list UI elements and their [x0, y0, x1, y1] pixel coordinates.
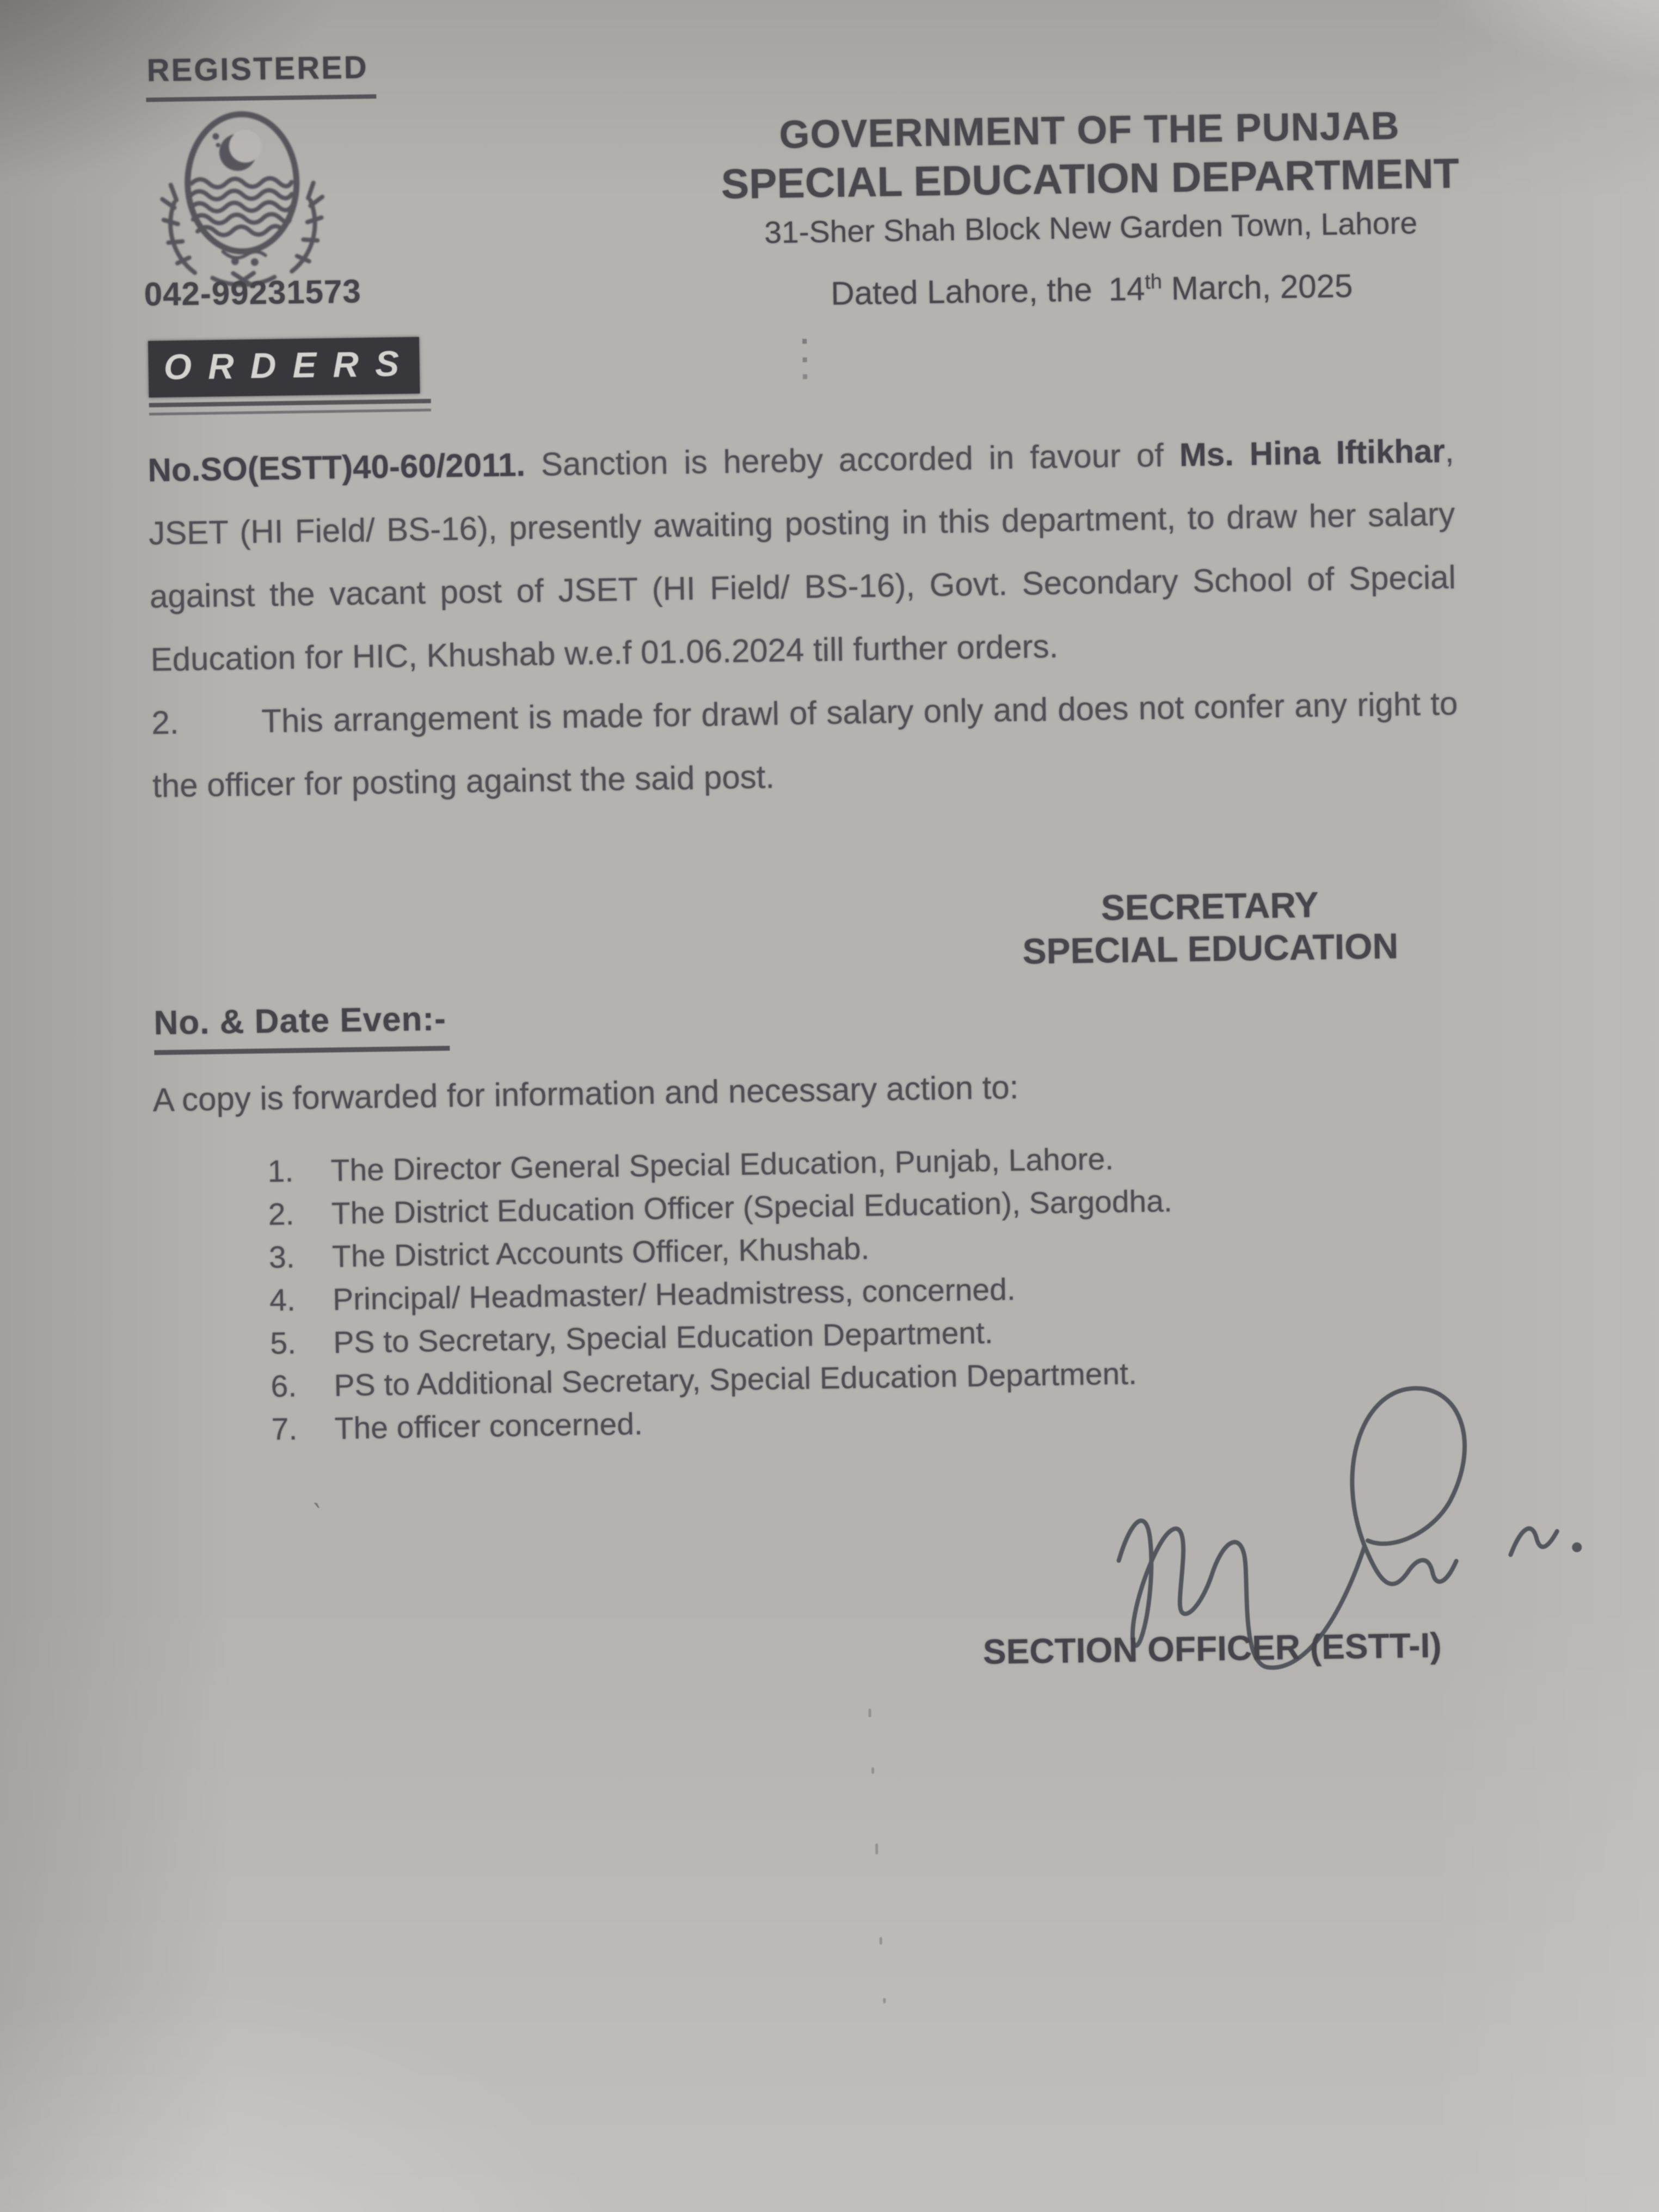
paper-crease-speck	[883, 1998, 886, 2004]
officer-name: Ms. Hina Iftikhar	[1179, 433, 1446, 474]
order-body	[148, 420, 1459, 818]
secretary-title: SECRETARY	[1101, 884, 1319, 928]
date-rest: March, 2025	[1162, 267, 1353, 307]
date-ordinal: th	[1144, 270, 1163, 294]
clause-2-number: 2.	[151, 704, 179, 741]
cc-item-number: 1.	[267, 1153, 294, 1189]
cc-item-number: 4.	[269, 1282, 296, 1318]
cc-item-number: 6.	[271, 1368, 297, 1404]
cc-item-number: 5.	[269, 1325, 297, 1361]
clause-2	[151, 672, 1459, 818]
date-day: 14	[1108, 271, 1145, 308]
cc-item-text: The District Education Officer (Special Education), Sargodha.	[331, 1183, 1173, 1231]
orders-banner	[148, 337, 420, 415]
cc-item-text: PS to Secretary, Special Education Department.	[333, 1315, 994, 1360]
clause-2-text: This arrangement is made for drawl of salary only and does not confer any right to the officer for posting against the said post.	[152, 685, 1458, 804]
header-line-2: SPECIAL EDUCATION DEPARTMENT	[721, 150, 1460, 208]
section-officer-designation: SECTION OFFICER (ESTT-I)	[982, 1625, 1442, 1672]
cc-item-text: The Director General Special Education, Punjab, Lahore.	[330, 1141, 1114, 1188]
header-line-1: GOVERNMENT OF THE PUNJAB	[778, 104, 1400, 157]
date-line	[702, 265, 1481, 314]
registered-label: REGISTERED	[145, 49, 376, 102]
cc-item-number: 7.	[271, 1411, 298, 1447]
paper-crease-speck	[880, 1937, 882, 1945]
cc-item-text: The officer concerned.	[334, 1406, 643, 1446]
secretary-department: SPECIAL EDUCATION	[1022, 925, 1399, 972]
scan-stray-mark: `	[307, 1497, 323, 1532]
paper-crease-speck	[868, 1709, 871, 1717]
scan-smudge-mark	[802, 339, 807, 379]
department-header	[700, 102, 1481, 314]
cc-item-text: The District Accounts Officer, Khushab.	[331, 1231, 870, 1274]
order-paragraph	[148, 420, 1458, 692]
order-text-1: Sanction is hereby accorded in favour of	[525, 437, 1180, 483]
cc-item-text: PS to Additional Secretary, Special Education Department.	[334, 1356, 1138, 1403]
paper-crease-speck	[875, 1844, 878, 1854]
forwarding-line: A copy is forwarded for information and necessary action to:	[152, 1068, 1019, 1119]
cc-item-number: 2.	[268, 1196, 294, 1232]
secretary-sign-block	[978, 881, 1442, 973]
cc-item-number: 3.	[268, 1239, 296, 1275]
order-text-2: , JSET (HI Field/ BS-16), presently awaiting posting in this department, to draw her salary against the vacant post of JSET (HI Field/ BS-16), Govt. Secondary School of Special Education for HIC, Khushab w.e.f 01.06.2024 till further orders.	[148, 432, 1457, 678]
paper-crease-speck	[871, 1767, 874, 1774]
phone-number: 042-99231573	[144, 273, 362, 313]
even-number-heading: No. & Date Even:-	[153, 999, 450, 1055]
header-address: 31-Sher Shah Block New Garden Town, Lahore	[764, 205, 1418, 250]
cc-item-text: Principal/ Headmaster/ Headmistress, concerned.	[332, 1271, 1016, 1317]
orders-banner-text: ORDERS	[148, 337, 420, 397]
date-prefix: Dated Lahore, the	[830, 271, 1093, 312]
order-reference: No.SO(ESTT)40-60/2011.	[148, 446, 526, 489]
punjab-crest-logo	[151, 99, 333, 292]
